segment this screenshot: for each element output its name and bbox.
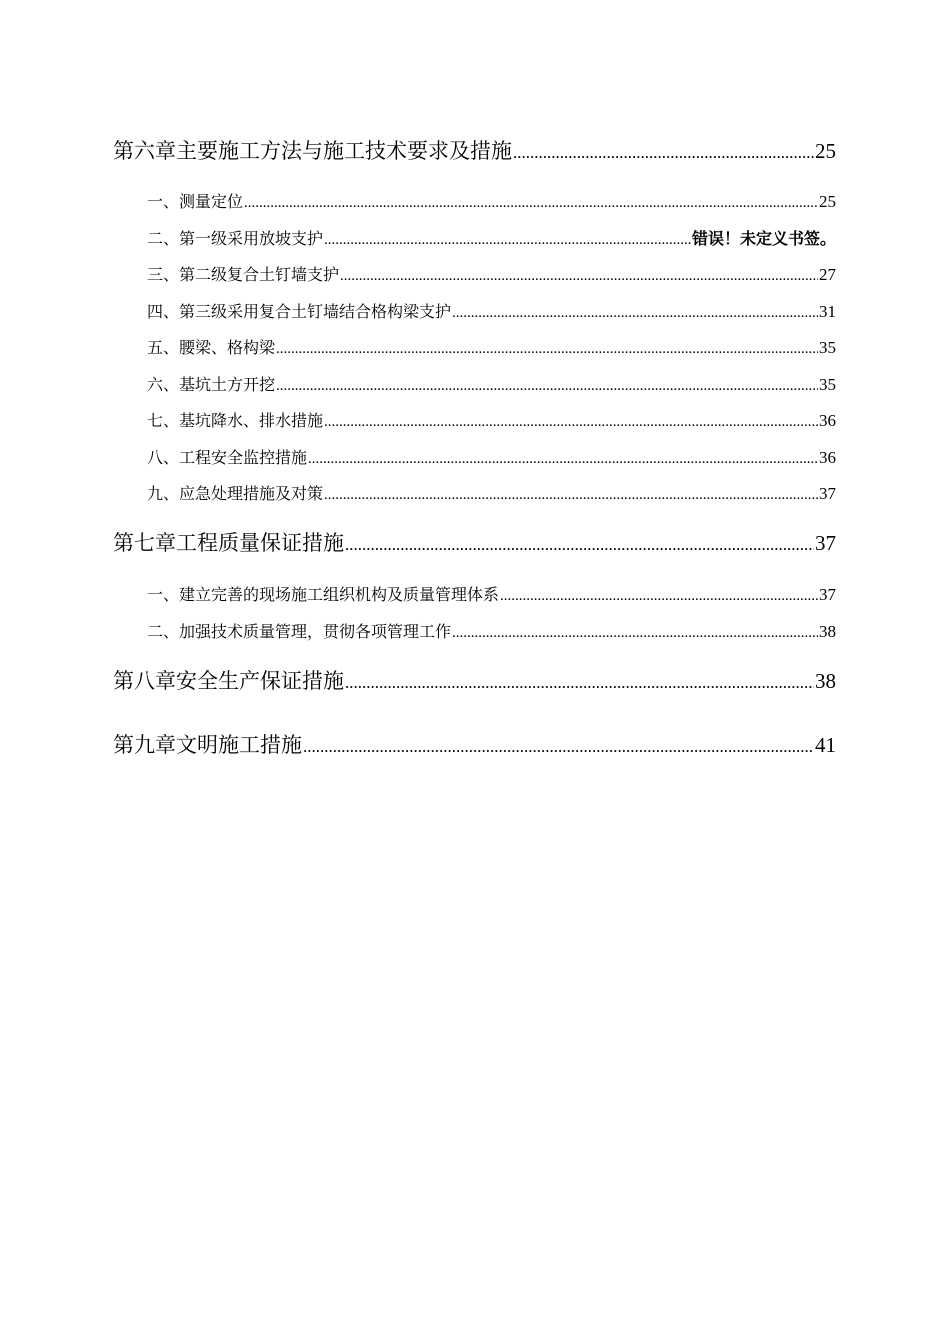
toc-page-number: 37 [815,531,836,555]
toc-dot-leader [513,138,814,166]
toc-section-title: 一、测量定位 [147,192,244,211]
toc-chapter-title: 第九章文明施工措施 [113,733,302,757]
toc-page-number: 27 [819,265,836,284]
toc-section-6-4[interactable] [147,300,836,324]
toc-dot-leader [244,191,818,214]
toc-page-number: 36 [819,448,836,467]
toc-section-6-5[interactable] [147,336,836,360]
toc-dot-leader [324,410,818,433]
toc-page-number: 37 [819,484,836,503]
toc-section-7-1[interactable] [147,583,836,607]
toc-bookmark-error: 错误！未定义书签。 [691,229,836,248]
toc-dot-leader [276,374,818,397]
toc-dot-leader [500,584,818,607]
toc-section-title: 五、腰梁、格构梁 [147,338,276,357]
toc-section-title: 二、加强技术质量管理，贯彻各项管理工作 [147,622,452,641]
toc-page-number: 25 [815,139,836,163]
toc-dot-leader [345,530,814,558]
toc-chapter-7[interactable] [113,528,836,558]
toc-page-number: 38 [815,669,836,693]
toc-dot-leader [324,483,818,506]
toc-dot-leader [340,264,818,287]
toc-dot-leader [452,621,818,644]
toc-page-number: 31 [819,302,836,321]
toc-page-number: 35 [819,375,836,394]
toc-section-6-6[interactable] [147,373,836,397]
toc-dot-leader [308,447,818,470]
toc-page-number: 35 [819,338,836,357]
toc-chapter-title: 第七章工程质量保证措施 [113,531,344,555]
toc-page-number: 41 [815,733,836,757]
toc-dot-leader [276,337,818,360]
toc-section-6-8[interactable] [147,446,836,470]
toc-section-title: 八、工程安全监控措施 [147,448,308,467]
toc-page-number: 38 [819,622,836,641]
toc-section-title: 二、第一级采用放坡支护 [147,229,324,248]
toc-section-title: 三、第二级复合土钉墙支护 [147,265,340,284]
toc-section-6-1[interactable] [147,190,836,214]
toc-chapter-title: 第六章主要施工方法与施工技术要求及措施 [113,139,512,163]
toc-dot-leader [345,668,814,696]
toc-section-6-3[interactable] [147,263,836,287]
toc-page-number: 36 [819,411,836,430]
toc-page-number: 37 [819,585,836,604]
toc-section-title: 七、基坑降水、排水措施 [147,411,324,430]
toc-dot-leader [452,301,818,324]
toc-chapter-9[interactable] [113,730,836,760]
toc-page-number: 25 [819,192,836,211]
toc-chapter-8[interactable] [113,666,836,696]
toc-chapter-title: 第八章安全生产保证措施 [113,669,344,693]
toc-section-title: 九、应急处理措施及对策 [147,484,324,503]
toc-section-7-2[interactable] [147,620,836,644]
toc-dot-leader [303,732,814,760]
toc-section-6-9[interactable] [147,482,836,506]
toc-section-title: 四、第三级采用复合土钉墙结合格构梁支护 [147,302,452,321]
toc-section-title: 六、基坑土方开挖 [147,375,276,394]
toc-chapter-6[interactable] [113,136,836,166]
toc-dot-leader [324,228,691,251]
toc-section-6-7[interactable] [147,409,836,433]
toc-section-title: 一、建立完善的现场施工组织机构及质量管理体系 [147,585,500,604]
toc-section-6-2[interactable] [147,227,836,251]
